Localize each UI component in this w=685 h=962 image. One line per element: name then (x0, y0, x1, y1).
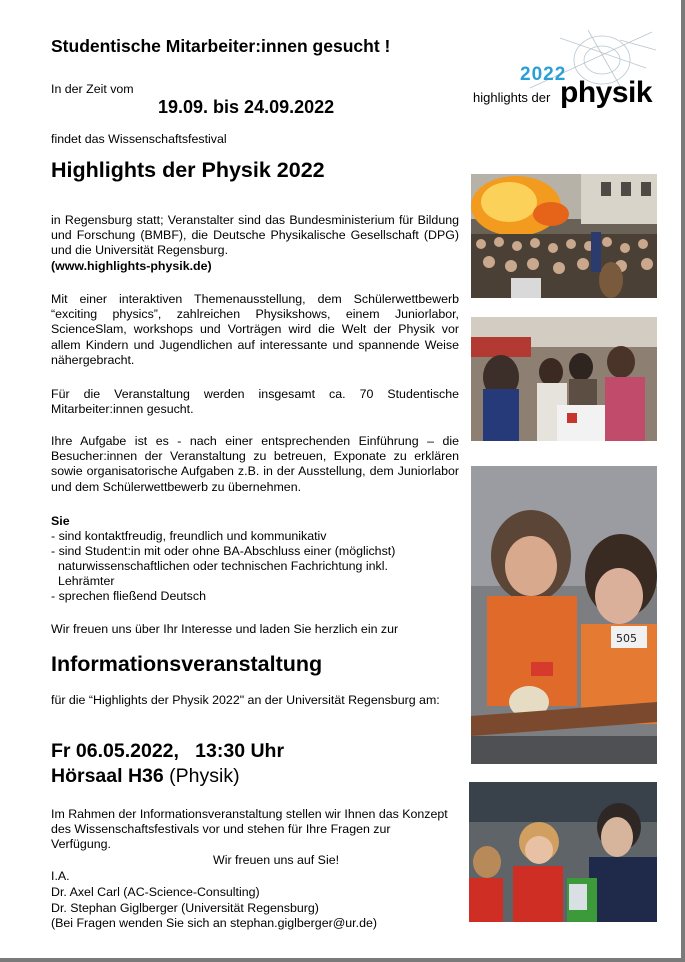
info-event-subtext: für die “Highlights der Physik 2022" an der Universität Regensburg am: (51, 693, 440, 707)
photo-children-experiment (471, 466, 657, 764)
tasks-paragraph: Ihre Aufgabe ist es - nach einer entsprechenden Einführung – die Besucher:innen der Veranstaltung zu betreuen, Exponate zu erklären sowie organisatorische Aufgaben z.B. in der Ausstellung, dem Juniorlabor und dem Schülerwettbewerb zu übernehmen. (51, 434, 459, 494)
signature-giglberger: Dr. Stephan Giglberger (Universität Regensburg) (51, 901, 319, 915)
logo-word: physik (560, 76, 653, 109)
list-item: naturwissenschaftlichen oder technischen Fachrichtung inkl. (58, 559, 388, 573)
photo-fire-show (471, 174, 657, 298)
invite-text: Wir freuen uns über Ihr Interesse und laden Sie herzlich ein zur (51, 622, 399, 636)
website-link[interactable]: (www.highlights-physik.de) (51, 258, 212, 273)
staff-count-paragraph: Für die Veranstaltung werden insgesamt ca. 70 Studentische Mitarbeiter:innen gesucht. (51, 387, 459, 417)
intro-text-body: in Regensburg statt; Veranstalter sind das Bundesministerium für Bildung und Forschung (BMBF), die Deutsche Physikalische Gesellschaft (DPG) und die Universität Regensburg. (51, 213, 459, 258)
photo-juniorlabor (469, 782, 657, 922)
info-event-datetime: Fr 06.05.2022, 13:30 Uhr (51, 740, 285, 762)
svg-text:505: 505 (616, 632, 637, 645)
photo-exhibition (471, 317, 657, 441)
contact-note: (Bei Fragen wenden Sie sich an stephan.giglberger@ur.de) (51, 916, 377, 930)
festival-dates: 19.09. bis 24.09.2022 (158, 97, 335, 117)
festival-title: Highlights der Physik 2022 (51, 158, 325, 182)
list-item: Lehrämter (58, 574, 115, 588)
requirements-list (51, 529, 461, 604)
list-item: - sind kontaktfreudig, freundlich und kommunikativ (51, 529, 327, 543)
page-title: Studentische Mitarbeiter:innen gesucht ! (51, 36, 391, 56)
findet-text: findet das Wissenschaftsfestival (51, 132, 227, 146)
logo-prefix: highlights der (473, 90, 551, 105)
highlights-physik-logo (470, 28, 660, 118)
requirements-heading: Sie (51, 514, 70, 528)
intro-text: In der Zeit vom (51, 82, 134, 96)
info-event-heading: Informationsveranstaltung (51, 652, 323, 676)
logo-year: 2022 (520, 64, 567, 85)
signature-ia: I.A. (51, 869, 70, 883)
signature-carl: Dr. Axel Carl (AC-Science-Consulting) (51, 885, 260, 899)
list-item: - sprechen fließend Deutsch (51, 589, 206, 603)
closing-paragraph: Im Rahmen der Informationsveranstaltung stellen wir Ihnen das Konzept des Wissenschaftsfestivals vor und stehen für Ihre Fragen zur Verfügung. (51, 807, 448, 851)
closing-greeting: Wir freuen uns auf Sie! (213, 853, 340, 867)
exhibition-paragraph: Mit einer interaktiven Themenausstellung, dem Schülerwettbewerb “exciting physics”, zahlreichen Physikshows, einem Juniorlabor, ScienceSlam, workshops und Vorträgen wird die Welt der Physik vor allem Kindern und Jugendlichen auf interessante und spannende Weise nähergebracht. (51, 292, 459, 367)
intro-paragraph (51, 213, 459, 274)
list-item: - sind Student:in mit oder ohne BA-Abschluss einer (möglichst) (51, 544, 396, 558)
info-event-room: Hörsaal H36 (Physik) (51, 765, 240, 787)
